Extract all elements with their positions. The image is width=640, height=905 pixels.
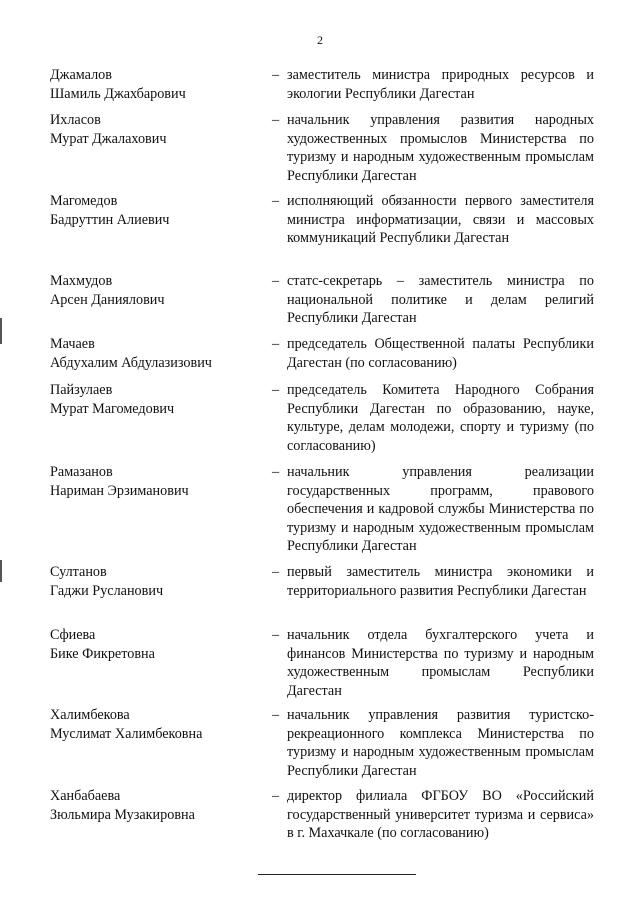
member-name — [50, 66, 270, 103]
scan-margin-mark — [0, 318, 2, 344]
member-surname: Ханбабаева — [50, 788, 121, 804]
member-given-name: Муслимат Халимбековна — [50, 725, 203, 742]
member-given-name: Бадруттин Алиевич — [50, 211, 170, 228]
member-position: исполняющий обязанности первого заместителя министра информатизации, связи и массовых коммуникаций Республики Дагестан — [287, 193, 594, 247]
member-position: статс-секретарь – заместитель министра по национальной политике и делам религий Республики Дагестан — [287, 273, 594, 327]
member-given-name: Шамиль Джахбарович — [50, 85, 186, 102]
member-surname: Пайзулаев — [50, 382, 113, 398]
end-of-list-divider — [258, 874, 416, 875]
dash-separator: – — [272, 193, 280, 209]
member-surname: Ихласов — [50, 112, 101, 128]
dash-separator: – — [272, 707, 280, 723]
scan-margin-mark — [0, 560, 2, 582]
member-given-name: Зюльмира Музакировна — [50, 806, 195, 823]
dash-separator: – — [272, 627, 280, 643]
dash-separator: – — [272, 67, 280, 83]
member-surname: Сфиева — [50, 627, 96, 643]
member-name — [50, 335, 270, 372]
page-number: 2 — [317, 33, 323, 47]
member-position: председатель Общественной палаты Республики Дагестан (по согласованию) — [287, 336, 594, 371]
member-surname: Мачаев — [50, 336, 95, 352]
member-name — [50, 787, 270, 824]
member-surname: Халимбекова — [50, 707, 130, 723]
dash-separator: – — [272, 382, 280, 398]
member-surname: Магомедов — [50, 193, 118, 209]
member-surname: Рамазанов — [50, 464, 113, 480]
dash-separator: – — [272, 336, 280, 352]
member-name — [50, 463, 270, 500]
member-position: начальник отдела бухгалтерского учета и финансов Министерства по туризму и народным художественным промыслам Республики Дагестан — [287, 627, 594, 699]
member-name — [50, 706, 270, 743]
member-surname: Махмудов — [50, 273, 113, 289]
member-name — [50, 192, 270, 229]
dash-separator: – — [272, 464, 280, 480]
member-given-name: Мурат Джалахович — [50, 130, 167, 147]
member-name — [50, 272, 270, 309]
member-position: председатель Комитета Народного Собрания Республики Дагестан по образованию, науке, культуре, делам молодежи, спорту и туризму (по согласованию) — [287, 382, 594, 454]
member-name — [50, 381, 270, 418]
member-given-name: Бике Фикретовна — [50, 645, 155, 662]
dash-separator: – — [272, 273, 280, 289]
member-position: начальник управления реализации государственных программ, правового обеспечения и кадровой службы Министерства по туризму и народным художественным промыслам Республики Дагестан — [287, 464, 594, 555]
member-position: директор филиала ФГБОУ ВО «Российский государственный университет туризма и сервиса» в г. Махачкале (по согласованию) — [287, 788, 594, 842]
member-position: первый заместитель министра экономики и территориального развития Республики Дагестан — [287, 564, 594, 599]
member-given-name: Нариман Эрзиманович — [50, 482, 189, 499]
member-surname: Джамалов — [50, 67, 112, 83]
member-given-name: Гаджи Русланович — [50, 582, 164, 599]
member-surname: Султанов — [50, 564, 107, 580]
member-given-name: Арсен Даниялович — [50, 291, 165, 308]
member-name — [50, 626, 270, 663]
member-given-name: Абдухалим Абдулазизович — [50, 354, 212, 371]
member-given-name: Мурат Магомедович — [50, 400, 175, 417]
member-position: начальник управления развития народных художественных промыслов Министерства по туризму и народным художественным промыслам Республики Дагестан — [287, 112, 594, 184]
dash-separator: – — [272, 564, 280, 580]
member-position: заместитель министра природных ресурсов и экологии Республики Дагестан — [287, 67, 594, 102]
member-name — [50, 563, 270, 600]
member-name — [50, 111, 270, 148]
dash-separator: – — [272, 112, 280, 128]
member-position: начальник управления развития туристско-рекреационного комплекса Министерства по туризму и народным художественным промыслам Республики Дагестан — [287, 707, 594, 779]
dash-separator: – — [272, 788, 280, 804]
